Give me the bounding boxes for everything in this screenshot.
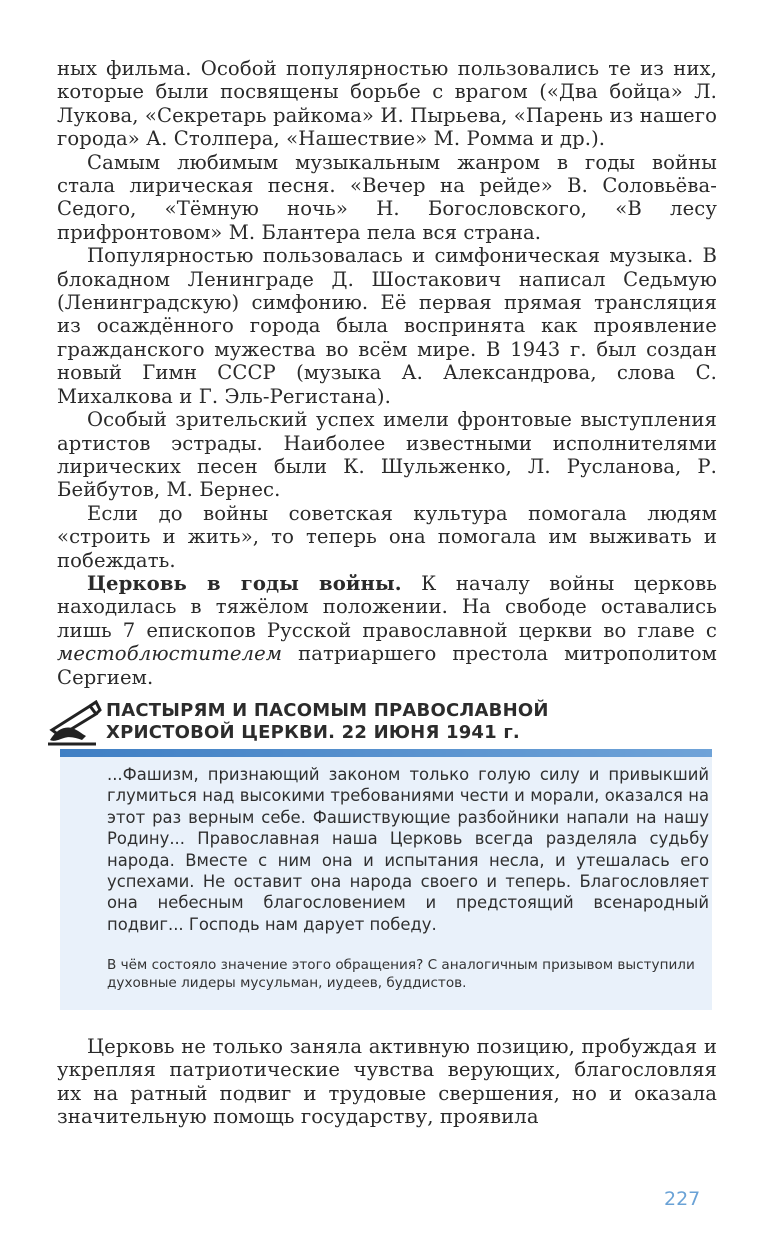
main-text-top — [57, 57, 717, 689]
paragraph-films: ных фильма. Особой популярностью пользовались те из них, которые были посвящены борьбе с врагом («Два бойца» Л. Лукова, «Секретарь райкома» И. Пырьева, «Парень из нашего города» А. Столпера, «Нашествие» М. Ромма и др.). — [57, 57, 717, 151]
hand-writing-icon — [46, 700, 102, 746]
document-quote: ...Фашизм, признающий законом только голую силу и привыкший глумиться над высокими требованиями чести и морали, оказался на этот раз верным себе. Фашиствующие разбойники напали на нашу Родину... Православная наша Церковь всегда разделяла судьбу народа. Вместе с ним она и испытания несла, и утешалась его успехами. Не оставит она народа своего и теперь. Благословляет она небесным благословением и предстоящий всенародный подвиг... Господь нам дарует победу. — [107, 765, 709, 934]
paragraph-performers: Особый зрительский успех имели фронтовые выступления артистов эстрады. Наиболее известными исполнителями лирических песен были К. Шульженко, Л. Русланова, Р. Бейбутов, М. Бернес. — [57, 408, 717, 502]
document-question: В чём состояло значение этого обращения? С аналогичным призывом выступили духовные лидеры мусульман, иудеев, буддистов. — [107, 957, 695, 991]
document-rule — [60, 749, 712, 757]
page-number: 227 — [664, 1188, 701, 1210]
document-title-line2: ХРИСТОВОЙ ЦЕРКВИ. 22 ИЮНЯ 1941 г. — [106, 722, 520, 743]
main-text-bottom — [57, 1035, 717, 1129]
paragraph-culture: Если до войны советская культура помогала людям «строить и жить», то теперь она помогала им выживать и побеждать. — [57, 501, 717, 572]
run-in-heading: Церковь в годы войны. — [87, 571, 402, 595]
term-mestobliustitel: местоблюстителем — [57, 642, 283, 666]
church-text-2: патриаршего престола митрополитом Сергием. — [57, 642, 717, 689]
paragraph-church-role: Церковь не только заняла активную позицию, пробуждая и укрепляя патриотические чувства верующих, благословляя их на ратный подвиг и трудовые свершения, но и оказала значительную помощь государству, проявила — [57, 1035, 717, 1129]
document-heading — [46, 698, 716, 750]
document-title-line1: ПАСТЫРЯМ И ПАСОМЫМ ПРАВОСЛАВНОЙ — [106, 700, 549, 721]
church-text-1: К началу войны церковь находилась в тяжёлом положении. На свободе оставались лишь 7 епископов Русской православной церкви во главе с — [57, 571, 717, 642]
paragraph-symphony: Популярностью пользовалась и симфоническая музыка. В блокадном Ленинграде Д. Шостакович написал Седьмую (Ленинградскую) симфонию. Её первая прямая трансляция из осаждённого города была воспринята как проявление гражданского мужества во всём мире. В 1943 г. был создан новый Гимн СССР (музыка А. Александрова, слова С. Михалкова и Г. Эль-Регистана). — [57, 244, 717, 408]
paragraph-church — [57, 572, 717, 689]
document-title — [106, 700, 706, 744]
paragraph-songs: Самым любимым музыкальным жанром в годы войны стала лирическая песня. «Вечер на рейде» В. Соловьёва-Седого, «Тёмную ночь» Н. Богословского, «В лесу прифронтовом» М. Блантера пела вся страна. — [57, 150, 717, 244]
